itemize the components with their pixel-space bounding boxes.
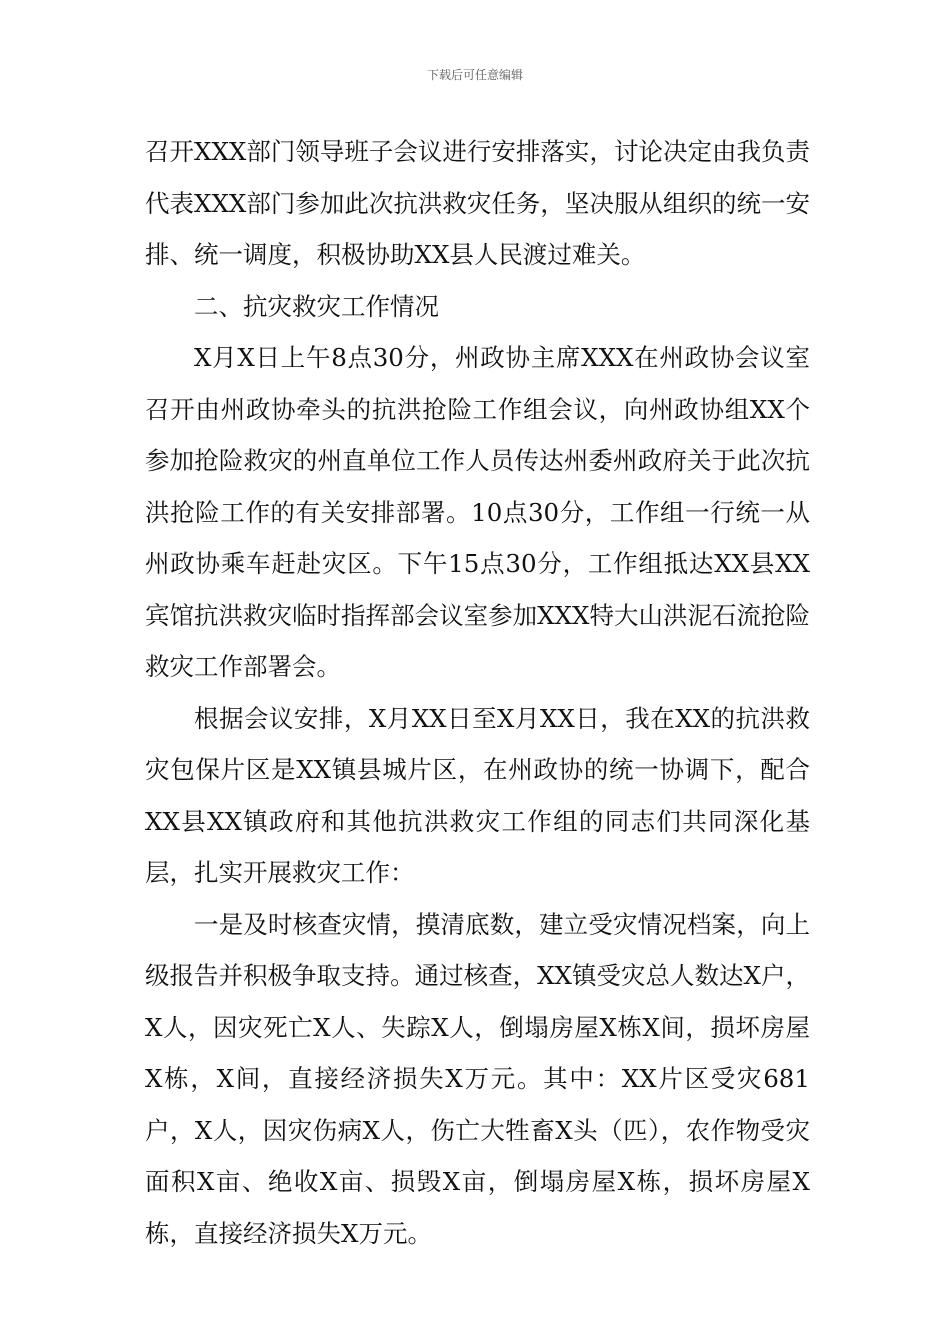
page-header: 下载后可任意编辑: [426, 68, 523, 82]
paragraph-1: 召开XXX部门领导班子会议进行安排落实，讨论决定由我负责代表XXX部门参加此次抗洪救灾任务，坚决服从组织的统一安排、统一调度，积极协助XX县人民渡过难关。: [145, 137, 810, 269]
paragraph-4: 根据会议安排，X月XX日至X月XX日，我在XX的抗洪救灾包保片区是XX镇县城片区，在州政协的统一协调下，配合XX县XX镇政府和其他抗洪救灾工作组的同志们共同深化基层，扎实开展救灾工作：: [145, 703, 810, 887]
section-heading: 二、抗灾救灾工作情况: [194, 291, 439, 321]
paragraph-3: X月X日上午8点30分，州政协主席XXX在州政协会议室召开由州政协牵头的抗洪抢险工作组会议，向州政协组XX个参加抢险救灾的州直单位工作人员传达州委州政府关于此次抗洪抢险工作的有关安排部署。10点30分，工作组一行统一从州政协乘车赶赴灾区。下午15点30分，工作组抵达XX县XX宾馆抗洪救灾临时指挥部会议室参加XXX特大山洪泥石流抢险救灾工作部署会。: [145, 343, 810, 681]
document-body: [145, 126, 810, 1259]
paragraph-5: 一是及时核查灾情，摸清底数，建立受灾情况档案，向上级报告并积极争取支持。通过核查，XX镇受灾总人数达X户，X人，因灾死亡X人、失踪X人，倒塌房屋X栋X间，损坏房屋X栋，X间，直接经济损失X万元。其中：XX片区受灾681户，X人，因灾伤病X人，伤亡大牲畜X头（匹），农作物受灾面积X亩、绝收X亩、损毁X亩，倒塌房屋X栋，损坏房屋X栋，直接经济损失X万元。: [145, 909, 810, 1248]
